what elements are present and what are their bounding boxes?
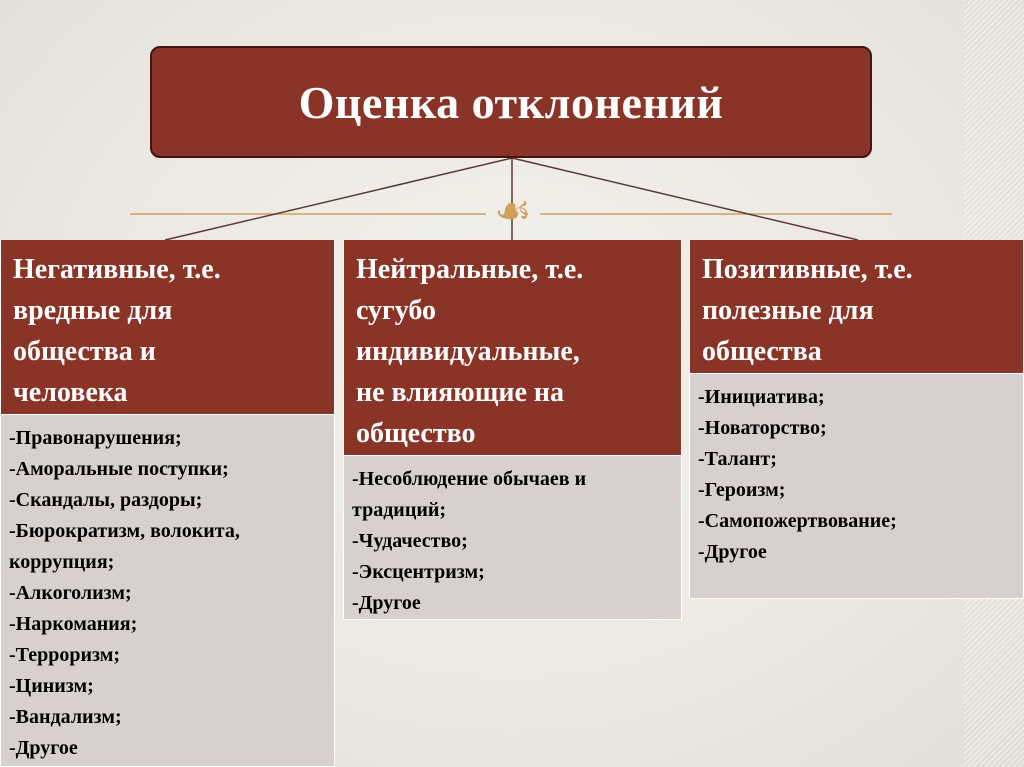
heading-line: индивидуальные, (356, 336, 580, 367)
heading-line: общества и (13, 336, 156, 367)
list-item: -Другое (698, 541, 767, 563)
list-item: традиций; (352, 499, 447, 521)
list-item: -Инициатива; (698, 386, 825, 408)
list-item: -Талант; (698, 448, 777, 470)
column-negative-list (0, 414, 335, 767)
list-item: -Правонарушения; (9, 427, 182, 449)
list-item: -Алкоголизм; (9, 582, 132, 604)
list-item: -Другое (9, 737, 78, 759)
heading-line: общества (702, 336, 822, 367)
list-item: -Наркомания; (9, 613, 138, 635)
column-positive-heading (689, 240, 1024, 373)
heading-line: вредные для (13, 295, 173, 326)
column-neutral-heading (343, 240, 682, 455)
connector-left (165, 158, 512, 240)
heading-line: Нейтральные, т.е. (356, 254, 584, 285)
column-negative-heading (0, 240, 335, 414)
heading-line: не влияющие на (356, 377, 565, 408)
list-item: -Самопожертвование; (698, 510, 897, 532)
list-item: -Скандалы, раздоры; (9, 489, 203, 511)
list-item: -Терроризм; (9, 644, 121, 666)
connector-right (512, 158, 858, 240)
fleuron-ornament-icon: ☙ (494, 186, 532, 235)
diagram-title: Оценка отклонений (150, 46, 872, 158)
list-item: -Несоблюдение обычаев и (352, 468, 587, 490)
heading-line: полезные для (702, 295, 874, 326)
heading-line: человека (13, 377, 128, 408)
list-item: -Цинизм; (9, 675, 94, 697)
list-item: -Вандализм; (9, 706, 122, 728)
list-item: коррупция; (9, 551, 115, 573)
list-item: -Героизм; (698, 479, 786, 501)
list-item: -Аморальные поступки; (9, 458, 229, 480)
list-item: -Новаторство; (698, 417, 827, 439)
column-positive-list (689, 373, 1024, 599)
column-neutral-list (343, 455, 682, 620)
heading-line: Позитивные, т.е. (702, 254, 913, 285)
heading-line: общество (356, 418, 476, 449)
heading-line: сугубо (356, 295, 437, 326)
list-item: -Бюрократизм, волокита, (9, 520, 240, 542)
list-item: -Другое (352, 592, 421, 614)
list-item: -Эксцентризм; (352, 561, 485, 583)
heading-line: Негативные, т.е. (13, 254, 221, 285)
list-item: -Чудачество; (352, 530, 468, 552)
